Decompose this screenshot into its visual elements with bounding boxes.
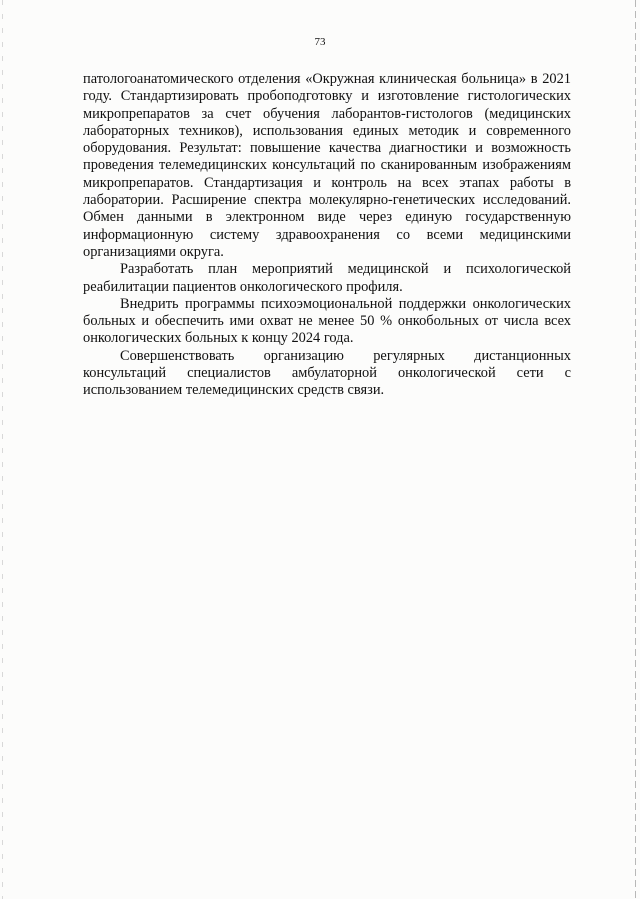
scan-edge-right [635,0,636,899]
body-text [83,71,571,400]
paragraph-telemedicine: Совершенствовать организацию регулярных дистанционных консультаций специалистов амбулаторной онкологической сети с использованием телемедицинских средств связи. [83,347,571,399]
scan-edge-left [2,0,3,899]
paragraph-psycho-support: Внедрить программы психоэмоциональной поддержки онкологических больных и обеспечить ими охват не менее 50 % онкобольных от числа всех онкологических больных к концу 2024 года. [83,295,571,347]
page-number: 73 [314,36,326,48]
paragraph-rehabilitation-plan: Разработать план мероприятий медицинской и психологической реабилитации пациентов онкологического профиля. [83,261,571,295]
paragraph-continuation: патологоанатомического отделения «Окружная клиническая больница» в 2021 году. Стандартизировать пробоподготовку и изготовление гистологических микропрепаратов за счет обучения лаборантов-гистологов (медицинских лабораторных техников), использования единых методик и современного оборудования. Результат: повышение качества диагностики и возможность проведения телемедицинских консультаций по сканированным изображениям микропрепаратов. Стандартизация и контроль на всех этапах работы в лаборатории. Расширение спектра молекулярно-генетических исследований. Обмен данными в электронном виде через единую государственную информационную систему здравоохранения со всеми медицинскими организациями округа. [83,71,571,260]
